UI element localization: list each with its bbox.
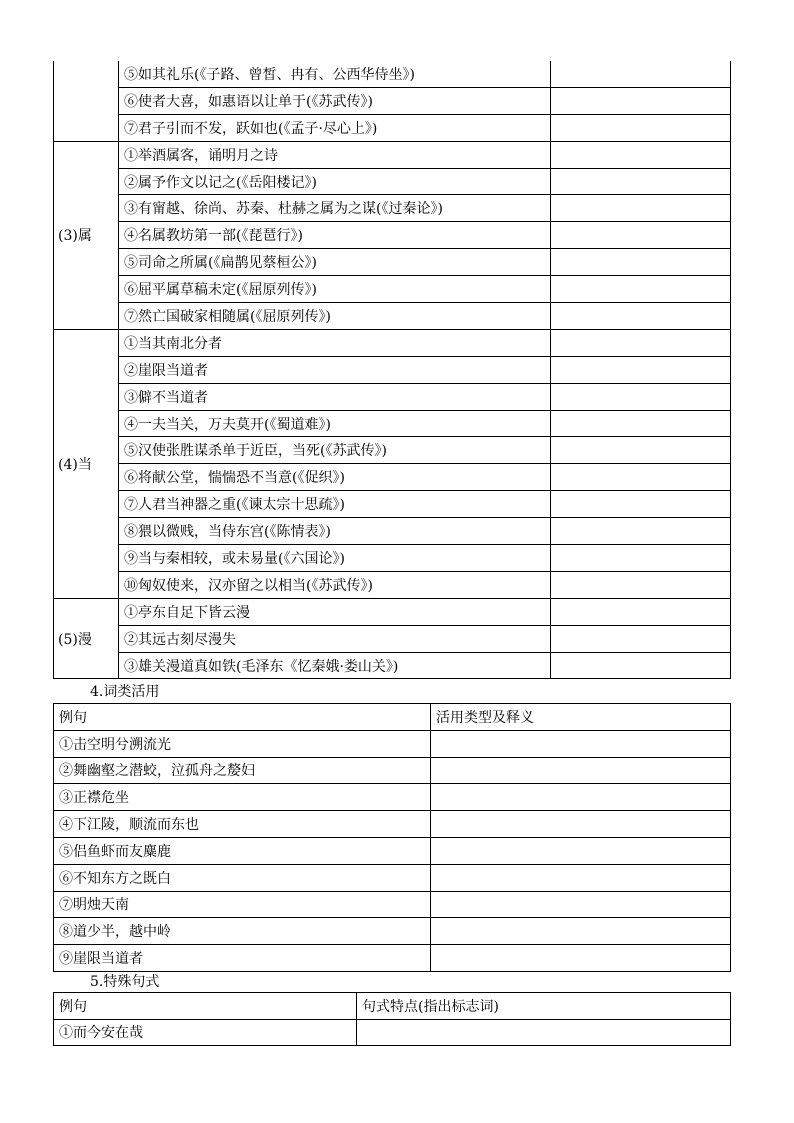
table-row	[54, 141, 731, 168]
table-row	[54, 598, 731, 625]
category-cell: (3)属	[54, 141, 119, 329]
table-row	[54, 303, 731, 330]
table-row	[54, 918, 731, 945]
column-header-usage: 活用类型及释义	[431, 704, 731, 731]
answer-cell[interactable]	[551, 87, 731, 114]
answer-cell[interactable]	[551, 464, 731, 491]
table-row	[54, 114, 731, 141]
example-cell: ⑤侣鱼虾而友麋鹿	[54, 837, 431, 864]
section-5-heading: 5.特殊句式	[90, 974, 160, 990]
example-cell: ⑥使者大喜，如惠语以让单于(《苏武传》)	[119, 87, 551, 114]
example-cell: ⑦明烛天南	[54, 891, 431, 918]
table-header-row	[54, 704, 731, 731]
example-cell: ①举酒属客，诵明月之诗	[119, 141, 551, 168]
example-cell: ④下江陵，顺流而东也	[54, 811, 431, 838]
table-row	[54, 168, 731, 195]
table-row	[54, 571, 731, 598]
example-cell: ③正襟危坐	[54, 784, 431, 811]
answer-cell[interactable]	[551, 410, 731, 437]
example-cell: ⑨当与秦相较，或未易量(《六国论》)	[119, 545, 551, 572]
category-cell: (4)当	[54, 329, 119, 598]
answer-cell[interactable]	[431, 837, 731, 864]
example-cell: ⑥将献公堂，惴惴恐不当意(《促织》)	[119, 464, 551, 491]
example-cell: ②属予作文以记之(《岳阳楼记》)	[119, 168, 551, 195]
table-row	[54, 945, 731, 972]
answer-cell[interactable]	[431, 945, 731, 972]
answer-cell[interactable]	[551, 168, 731, 195]
answer-cell[interactable]	[431, 730, 731, 757]
answer-cell[interactable]	[431, 891, 731, 918]
table-header-row	[54, 993, 731, 1020]
category-cell	[54, 61, 119, 141]
example-cell: ⑨崖限当道者	[54, 945, 431, 972]
answer-cell[interactable]	[551, 356, 731, 383]
table-row	[54, 864, 731, 891]
example-cell: ⑤如其礼乐(《子路、曾皙、冉有、公西华侍坐》)	[119, 61, 551, 87]
column-header-example: 例句	[54, 993, 357, 1020]
example-cell: ①击空明兮溯流光	[54, 730, 431, 757]
table-row	[54, 249, 731, 276]
table-row	[54, 329, 731, 356]
answer-cell[interactable]	[551, 383, 731, 410]
answer-cell[interactable]	[431, 811, 731, 838]
example-cell: ①亭东自足下皆云漫	[119, 598, 551, 625]
answer-cell[interactable]	[551, 545, 731, 572]
example-cell: ①而今安在哉	[54, 1019, 357, 1046]
answer-cell[interactable]	[357, 1019, 731, 1046]
answer-cell[interactable]	[551, 437, 731, 464]
table-row	[54, 652, 731, 679]
answer-cell[interactable]	[551, 491, 731, 518]
answer-cell[interactable]	[551, 598, 731, 625]
example-cell: ③有甯越、徐尚、苏秦、杜赫之属为之谋(《过秦论》)	[119, 195, 551, 222]
answer-cell[interactable]	[551, 195, 731, 222]
table-row	[54, 61, 731, 87]
answer-cell[interactable]	[551, 61, 731, 87]
answer-cell[interactable]	[551, 652, 731, 679]
example-cell: ⑦君子引而不发，跃如也(《孟子·尽心上》)	[119, 114, 551, 141]
table-row	[54, 222, 731, 249]
table-row	[54, 410, 731, 437]
table-row	[54, 491, 731, 518]
example-cell: ②舞幽壑之潜蛟，泣孤舟之嫠妇	[54, 757, 431, 784]
answer-cell[interactable]	[551, 249, 731, 276]
example-cell: ⑥屈平属草稿未定(《屈原列传》)	[119, 276, 551, 303]
table-row	[54, 87, 731, 114]
table-row	[54, 437, 731, 464]
example-cell: ⑥不知东方之既白	[54, 864, 431, 891]
table-row	[54, 730, 731, 757]
table-row	[54, 891, 731, 918]
example-cell: ②崖限当道者	[119, 356, 551, 383]
section-4-heading: 4.词类活用	[90, 684, 160, 700]
example-cell: ④一夫当关，万夫莫开(《蜀道难》)	[119, 410, 551, 437]
answer-cell[interactable]	[431, 784, 731, 811]
table-row	[54, 195, 731, 222]
table-row	[54, 545, 731, 572]
example-cell: ⑧猥以微贱，当侍东宫(《陈情表》)	[119, 518, 551, 545]
answer-cell[interactable]	[551, 141, 731, 168]
example-cell: ⑤司命之所属(《扁鹊见蔡桓公》)	[119, 249, 551, 276]
sentence-pattern-table	[53, 992, 731, 1046]
example-cell: ⑤汉使张胜谋杀单于近臣，当死(《苏武传》)	[119, 437, 551, 464]
table-row	[54, 625, 731, 652]
example-cell: ⑩匈奴使来，汉亦留之以相当(《苏武传》)	[119, 571, 551, 598]
answer-cell[interactable]	[551, 518, 731, 545]
answer-cell[interactable]	[551, 625, 731, 652]
table-row	[54, 464, 731, 491]
table-row	[54, 784, 731, 811]
table-row	[54, 757, 731, 784]
answer-cell[interactable]	[551, 114, 731, 141]
answer-cell[interactable]	[551, 329, 731, 356]
polysemy-table	[53, 61, 731, 679]
example-cell: ⑦人君当神器之重(《谏太宗十思疏》)	[119, 491, 551, 518]
answer-cell[interactable]	[551, 222, 731, 249]
table-row	[54, 356, 731, 383]
answer-cell[interactable]	[431, 918, 731, 945]
table-row	[54, 811, 731, 838]
column-header-example: 例句	[54, 704, 431, 731]
word-class-table	[53, 703, 731, 972]
table-row	[54, 276, 731, 303]
answer-cell[interactable]	[431, 757, 731, 784]
example-cell: ⑧道少半，越中岭	[54, 918, 431, 945]
example-cell: ③雄关漫道真如铁(毛泽东《忆秦娥·娄山关》)	[119, 652, 551, 679]
answer-cell[interactable]	[431, 864, 731, 891]
table-row	[54, 1019, 731, 1046]
answer-cell[interactable]	[551, 276, 731, 303]
example-cell: ②其远古刻尽漫失	[119, 625, 551, 652]
column-header-feature: 句式特点(指出标志词)	[357, 993, 731, 1020]
answer-cell[interactable]	[551, 303, 731, 330]
category-cell: (5)漫	[54, 598, 119, 679]
table-row	[54, 383, 731, 410]
example-cell: ④名属教坊第一部(《琵琶行》)	[119, 222, 551, 249]
example-cell: ⑦然亡国破家相随属(《屈原列传》)	[119, 303, 551, 330]
table-row	[54, 837, 731, 864]
example-cell: ①当其南北分者	[119, 329, 551, 356]
table-row	[54, 518, 731, 545]
answer-cell[interactable]	[551, 571, 731, 598]
example-cell: ③僻不当道者	[119, 383, 551, 410]
